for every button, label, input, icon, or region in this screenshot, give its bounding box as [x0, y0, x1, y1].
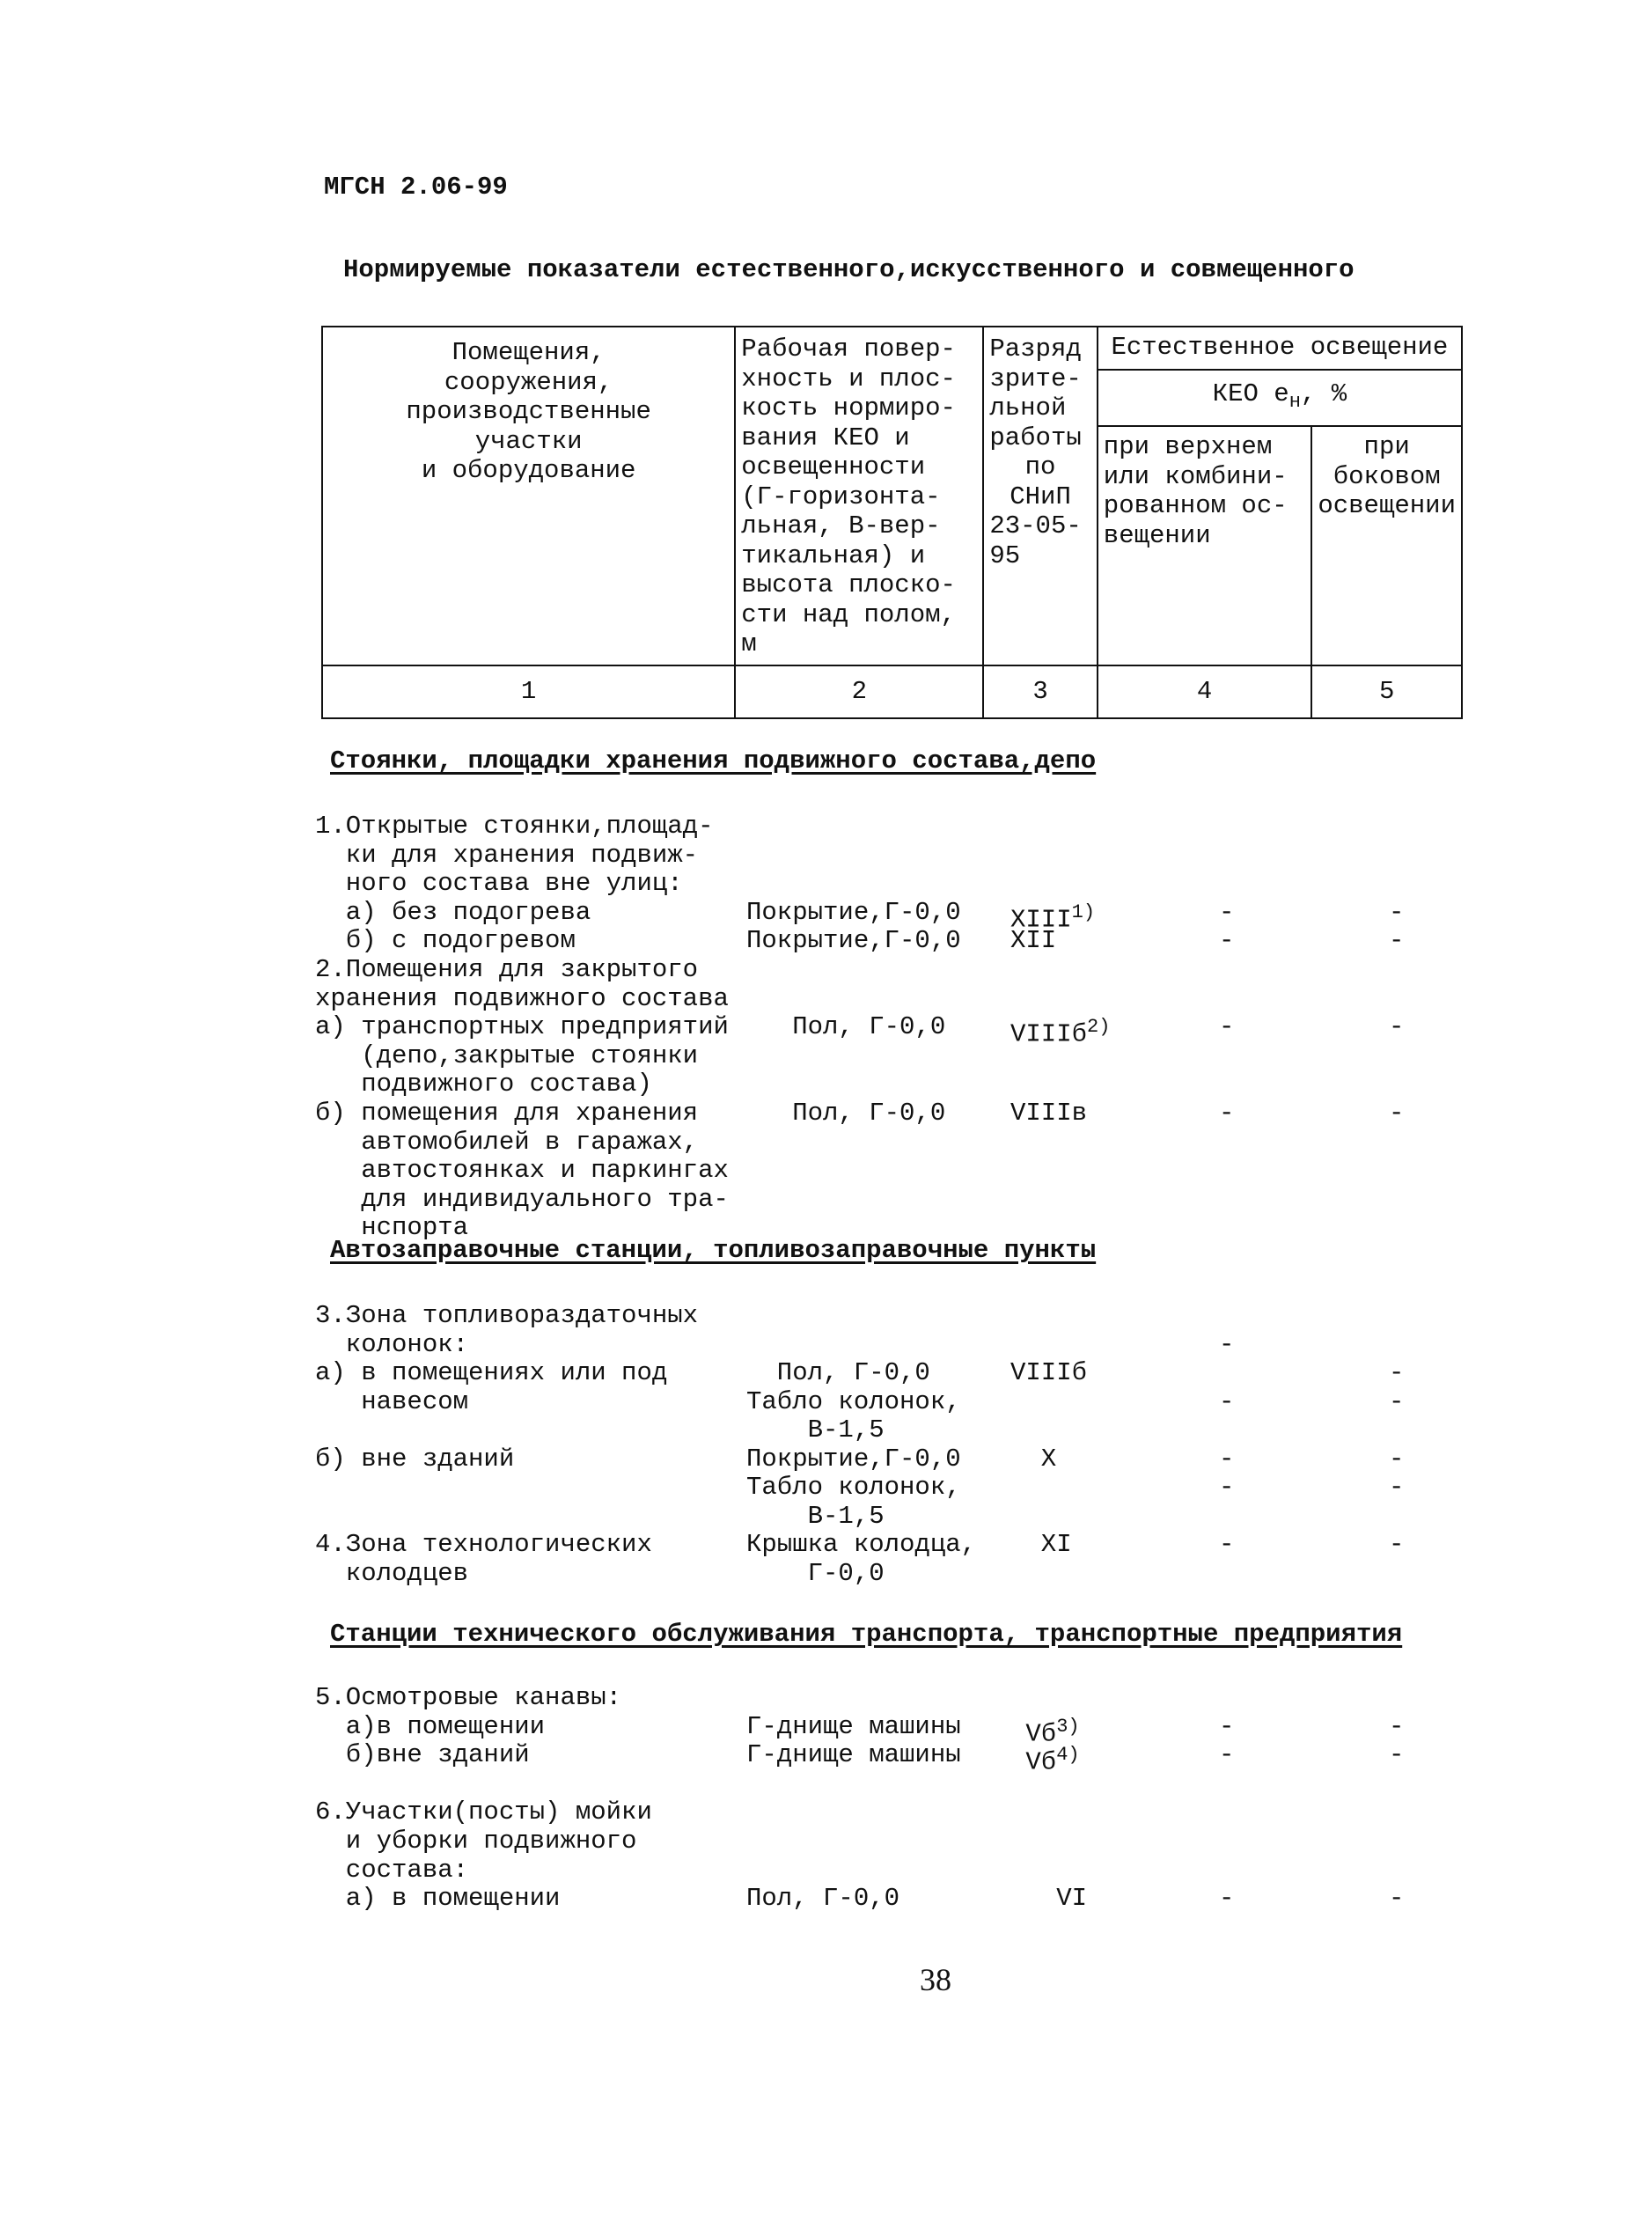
cell-c4: - [1219, 1884, 1235, 1914]
document-code: МГСН 2.06-99 [324, 173, 508, 202]
cell-c1: а)в помещении [315, 1711, 546, 1741]
table-header [321, 326, 1463, 719]
header-col1: Помещения, сооружения, производственные участки и оборудование [322, 327, 735, 665]
cell-c2: Табло колонок, [746, 1386, 961, 1416]
header-col3: Разряд зрите- льной работы по СНиП 23-05- 95 [983, 327, 1097, 665]
cell-c1: нспорта [315, 1213, 469, 1243]
cell-c1: (депо,закрытые стоянки [315, 1040, 699, 1070]
cell-c5: - [1389, 1099, 1405, 1128]
cell-c4: - [1219, 1329, 1235, 1359]
col-num-5: 5 [1311, 665, 1462, 718]
cell-c2: Пол, Г-0,0 [746, 1012, 946, 1042]
cell-c1: а) транспортных предприятий [315, 1012, 729, 1042]
cell-c1: б) с подогревом [315, 926, 576, 956]
cell-c1: 4.Зона технологических [315, 1530, 652, 1559]
cell-c3: VIIIб$^{2)}$ [1010, 1016, 1111, 1049]
cell-c2: Г-0,0 [746, 1558, 885, 1588]
header-natural-lighting: Естественное освещение [1098, 327, 1462, 370]
footnote-mark: 2) [1087, 1016, 1111, 1039]
footnote-mark: 4) [1056, 1744, 1080, 1767]
cell-c2: Покрытие,Г-0,0 [746, 897, 961, 927]
cell-c4: - [1219, 1099, 1235, 1128]
cell-c4: - [1219, 897, 1235, 927]
header-col4: при верхнем или комбини- рованном ос- вещении [1098, 426, 1312, 665]
cell-c3: VIIIб [1010, 1358, 1088, 1387]
page-number: 38 [920, 1962, 951, 1997]
table-title: Нормируемые показатели естественного,искусственного и совмещенного [343, 255, 1355, 284]
cell-c1: автостоянках и паркингах [315, 1156, 729, 1186]
section-title: Станции технического обслуживания транспорта, транспортные предприятия [330, 1620, 1403, 1649]
section-title: Стоянки, площадки хранения подвижного состава,депо [330, 746, 1097, 776]
header-col2: Рабочая повер- хность и плос- кость нормиро- вания КЕО и освещенности (Г-горизонта- льная, В-вер- тикальная) и высота плоско- сти над полом, м [735, 327, 983, 665]
cell-c2: Пол, Г-0,0 [746, 1358, 930, 1387]
cell-c4: - [1219, 926, 1235, 956]
cell-c2: Крышка колодца, [746, 1530, 977, 1559]
cell-c1: 1.Открытые стоянки,площад- [315, 812, 714, 841]
cell-c4: - [1219, 1444, 1235, 1474]
cell-c1: хранения подвижного состава [315, 983, 729, 1013]
cell-c5: - [1389, 1711, 1405, 1741]
cell-c3: $Vб^{4)}$ [1010, 1744, 1080, 1777]
cell-c3: VI [1010, 1884, 1088, 1914]
cell-c1: а) в помещениях или под [315, 1358, 668, 1387]
cell-c3: XIII$^{1)}$ [1010, 900, 1096, 935]
cell-c3: VIIIв [1010, 1099, 1088, 1128]
cell-c1: а) без подогрева [315, 897, 591, 927]
cell-c2: Пол, Г-0,0 [746, 1884, 900, 1914]
cell-c1: 3.Зона топливораздаточных [315, 1301, 699, 1330]
cell-c2: Г-днище машины [746, 1740, 961, 1770]
col-num-3: 3 [983, 665, 1097, 718]
cell-c2: Покрытие,Г-0,0 [746, 926, 961, 956]
cell-c2: Г-днище машины [746, 1711, 961, 1741]
cell-c2: Пол, Г-0,0 [746, 1099, 946, 1128]
cell-c1: б) помещения для хранения [315, 1099, 699, 1128]
cell-c1: колодцев [315, 1558, 469, 1588]
cell-c4: - [1219, 1711, 1235, 1741]
cell-c4: - [1219, 1473, 1235, 1502]
cell-c2: В-1,5 [746, 1501, 885, 1531]
cell-c1: навесом [315, 1386, 469, 1416]
cell-c1: состава: [315, 1855, 469, 1885]
cell-c2: В-1,5 [746, 1415, 885, 1444]
header-keo: КЕО $е_н$, % [1098, 370, 1462, 426]
cell-c1: а) в помещении [315, 1884, 561, 1914]
cell-c5: - [1389, 1386, 1405, 1416]
cell-c4: - [1219, 1740, 1235, 1770]
footnote-mark: 1) [1071, 900, 1096, 923]
cell-c1: ки для хранения подвиж- [315, 840, 699, 870]
cell-c1: колонок: [315, 1329, 469, 1359]
cell-c2: Покрытие,Г-0,0 [746, 1444, 961, 1474]
cell-c5: - [1389, 897, 1405, 927]
cell-c3: XII [1010, 926, 1057, 956]
cell-c1: б)вне зданий [315, 1740, 530, 1770]
cell-c1: 6.Участки(посты) мойки [315, 1797, 652, 1827]
cell-c1: для индивидуального тра- [315, 1184, 729, 1214]
header-col5: при боковом освещении [1311, 426, 1462, 665]
cell-c1: ного состава вне улиц: [315, 869, 683, 899]
cell-c1: автомобилей в гаражах, [315, 1127, 699, 1157]
cell-c5: - [1389, 1473, 1405, 1502]
cell-c5: - [1389, 1012, 1405, 1042]
cell-c4: - [1219, 1530, 1235, 1559]
cell-c1: 2.Помещения для закрытого [315, 955, 699, 984]
cell-c3: XI [1010, 1530, 1072, 1559]
cell-c5: - [1389, 1740, 1405, 1770]
col-num-1: 1 [322, 665, 735, 718]
cell-c1: и уборки подвижного [315, 1827, 637, 1856]
cell-c4: - [1219, 1012, 1235, 1042]
cell-c3: X [1010, 1444, 1057, 1474]
cell-c2: Табло колонок, [746, 1473, 961, 1502]
cell-c4: - [1219, 1386, 1235, 1416]
cell-c1: 5.Осмотровые канавы: [315, 1683, 622, 1712]
col-num-4: 4 [1098, 665, 1312, 718]
col-num-2: 2 [735, 665, 983, 718]
cell-c5: - [1389, 1530, 1405, 1559]
cell-c3: $Vб^{3)}$ [1010, 1715, 1080, 1749]
cell-c5: - [1389, 1884, 1405, 1914]
cell-c1: подвижного состава) [315, 1070, 652, 1099]
cell-c5: - [1389, 1444, 1405, 1474]
cell-c5: - [1389, 926, 1405, 956]
footnote-mark: 3) [1056, 1715, 1080, 1738]
cell-c1: б) вне зданий [315, 1444, 515, 1474]
section-title: Автозаправочные станции, топливозаправочные пункты [330, 1236, 1097, 1265]
cell-c5: - [1389, 1358, 1405, 1387]
